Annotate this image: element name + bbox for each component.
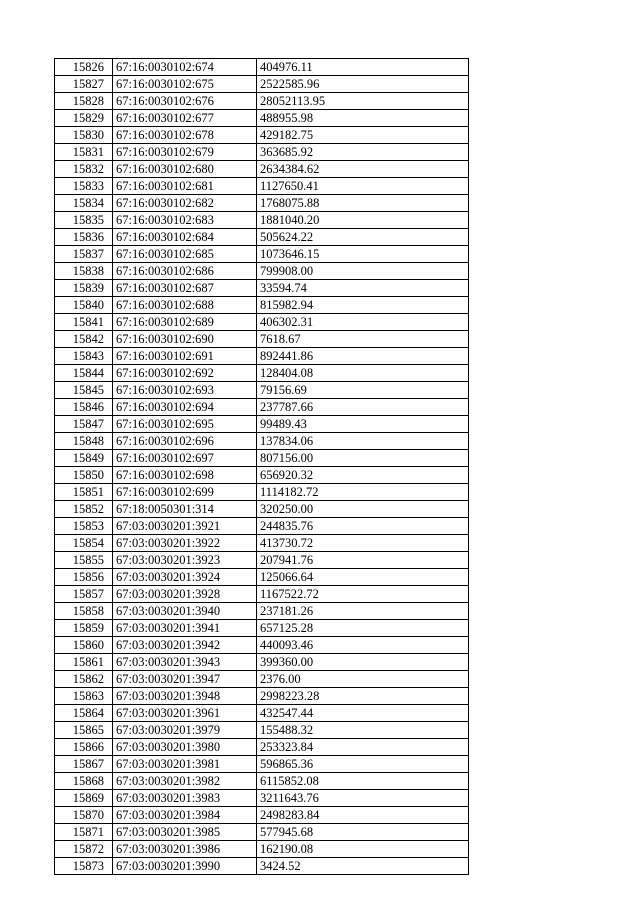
table-row: [55, 331, 469, 348]
table-row: [55, 365, 469, 382]
table-row: [55, 603, 469, 620]
cadastral-number-cell: 67:03:0030201:3942: [113, 637, 257, 654]
row-number-cell: 15856: [55, 569, 113, 586]
table-row: [55, 569, 469, 586]
table-row: [55, 246, 469, 263]
row-number-cell: 15859: [55, 620, 113, 637]
table-row: [55, 178, 469, 195]
table-row: [55, 807, 469, 824]
cadastral-number-cell: 67:16:0030102:679: [113, 144, 257, 161]
cadastral-number-cell: 67:16:0030102:678: [113, 127, 257, 144]
cadastral-number-cell: 67:03:0030201:3947: [113, 671, 257, 688]
table-row: [55, 739, 469, 756]
amount-cell: 1127650.41: [257, 178, 469, 195]
table-row: [55, 637, 469, 654]
table-row: [55, 654, 469, 671]
row-number-cell: 15837: [55, 246, 113, 263]
table-row: [55, 773, 469, 790]
amount-cell: 33594.74: [257, 280, 469, 297]
cadastral-number-cell: 67:03:0030201:3984: [113, 807, 257, 824]
row-number-cell: 15838: [55, 263, 113, 280]
table-row: [55, 433, 469, 450]
table-row: [55, 212, 469, 229]
table-row: [55, 297, 469, 314]
table-row: [55, 93, 469, 110]
table-row: [55, 161, 469, 178]
cadastral-number-cell: 67:03:0030201:3983: [113, 790, 257, 807]
amount-cell: 815982.94: [257, 297, 469, 314]
amount-cell: 404976.11: [257, 59, 469, 76]
amount-cell: 596865.36: [257, 756, 469, 773]
table-row: [55, 144, 469, 161]
table-row: [55, 688, 469, 705]
table-row: [55, 382, 469, 399]
amount-cell: 28052113.95: [257, 93, 469, 110]
cadastral-number-cell: 67:03:0030201:3928: [113, 586, 257, 603]
row-number-cell: 15873: [55, 858, 113, 875]
row-number-cell: 15833: [55, 178, 113, 195]
cadastral-number-cell: 67:16:0030102:687: [113, 280, 257, 297]
row-number-cell: 15847: [55, 416, 113, 433]
cadastral-number-cell: 67:16:0030102:684: [113, 229, 257, 246]
amount-cell: 3211643.76: [257, 790, 469, 807]
table-row: [55, 416, 469, 433]
table-row: [55, 76, 469, 93]
table-row: [55, 705, 469, 722]
row-number-cell: 15829: [55, 110, 113, 127]
cadastral-number-cell: 67:16:0030102:681: [113, 178, 257, 195]
amount-cell: 237787.66: [257, 399, 469, 416]
cadastral-number-cell: 67:16:0030102:698: [113, 467, 257, 484]
amount-cell: 125066.64: [257, 569, 469, 586]
row-number-cell: 15851: [55, 484, 113, 501]
amount-cell: 1768075.88: [257, 195, 469, 212]
row-number-cell: 15834: [55, 195, 113, 212]
row-number-cell: 15870: [55, 807, 113, 824]
amount-cell: 244835.76: [257, 518, 469, 535]
amount-cell: 2498283.84: [257, 807, 469, 824]
row-number-cell: 15846: [55, 399, 113, 416]
amount-cell: 363685.92: [257, 144, 469, 161]
amount-cell: 406302.31: [257, 314, 469, 331]
amount-cell: 413730.72: [257, 535, 469, 552]
cadastral-number-cell: 67:03:0030201:3941: [113, 620, 257, 637]
cadastral-number-cell: 67:16:0030102:692: [113, 365, 257, 382]
amount-cell: 207941.76: [257, 552, 469, 569]
row-number-cell: 15836: [55, 229, 113, 246]
cadastral-number-cell: 67:16:0030102:674: [113, 59, 257, 76]
row-number-cell: 15850: [55, 467, 113, 484]
table-row: [55, 586, 469, 603]
cadastral-number-cell: 67:16:0030102:690: [113, 331, 257, 348]
cadastral-number-cell: 67:16:0030102:677: [113, 110, 257, 127]
amount-cell: 253323.84: [257, 739, 469, 756]
table-row: [55, 790, 469, 807]
row-number-cell: 15828: [55, 93, 113, 110]
cadastral-number-cell: 67:03:0030201:3979: [113, 722, 257, 739]
cadastral-number-cell: 67:16:0030102:693: [113, 382, 257, 399]
row-number-cell: 15858: [55, 603, 113, 620]
amount-cell: 3424.52: [257, 858, 469, 875]
amount-cell: 2634384.62: [257, 161, 469, 178]
row-number-cell: 15842: [55, 331, 113, 348]
cadastral-number-cell: 67:16:0030102:697: [113, 450, 257, 467]
table-row: [55, 348, 469, 365]
amount-cell: 1167522.72: [257, 586, 469, 603]
table-row: [55, 229, 469, 246]
cadastral-number-cell: 67:03:0030201:3940: [113, 603, 257, 620]
table-row: [55, 467, 469, 484]
amount-cell: 429182.75: [257, 127, 469, 144]
cadastral-number-cell: 67:03:0030201:3985: [113, 824, 257, 841]
row-number-cell: 15840: [55, 297, 113, 314]
amount-cell: 137834.06: [257, 433, 469, 450]
amount-cell: 1881040.20: [257, 212, 469, 229]
row-number-cell: 15862: [55, 671, 113, 688]
row-number-cell: 15835: [55, 212, 113, 229]
table-row: [55, 620, 469, 637]
table-row: [55, 722, 469, 739]
cadastral-number-cell: 67:03:0030201:3924: [113, 569, 257, 586]
cadastral-number-cell: 67:03:0030201:3986: [113, 841, 257, 858]
row-number-cell: 15861: [55, 654, 113, 671]
table-row: [55, 110, 469, 127]
row-number-cell: 15868: [55, 773, 113, 790]
row-number-cell: 15843: [55, 348, 113, 365]
amount-cell: 807156.00: [257, 450, 469, 467]
cadastral-number-cell: 67:03:0030201:3980: [113, 739, 257, 756]
cadastral-number-cell: 67:16:0030102:683: [113, 212, 257, 229]
cadastral-number-cell: 67:18:0050301:314: [113, 501, 257, 518]
amount-cell: 399360.00: [257, 654, 469, 671]
table-row: [55, 824, 469, 841]
row-number-cell: 15855: [55, 552, 113, 569]
amount-cell: 799908.00: [257, 263, 469, 280]
table-row: [55, 756, 469, 773]
table-body: [55, 59, 469, 875]
amount-cell: 656920.32: [257, 467, 469, 484]
row-number-cell: 15864: [55, 705, 113, 722]
table-row: [55, 484, 469, 501]
table-row: [55, 518, 469, 535]
cadastral-number-cell: 67:16:0030102:682: [113, 195, 257, 212]
row-number-cell: 15871: [55, 824, 113, 841]
cadastral-number-cell: 67:03:0030201:3948: [113, 688, 257, 705]
cadastral-number-cell: 67:16:0030102:680: [113, 161, 257, 178]
amount-cell: 162190.08: [257, 841, 469, 858]
amount-cell: 1114182.72: [257, 484, 469, 501]
cadastral-number-cell: 67:16:0030102:675: [113, 76, 257, 93]
cadastral-number-cell: 67:16:0030102:688: [113, 297, 257, 314]
amount-cell: 440093.46: [257, 637, 469, 654]
row-number-cell: 15863: [55, 688, 113, 705]
row-number-cell: 15853: [55, 518, 113, 535]
row-number-cell: 15844: [55, 365, 113, 382]
cadastral-number-cell: 67:16:0030102:695: [113, 416, 257, 433]
table-row: [55, 671, 469, 688]
cadastral-number-cell: 67:16:0030102:676: [113, 93, 257, 110]
amount-cell: 488955.98: [257, 110, 469, 127]
table-row: [55, 314, 469, 331]
amount-cell: 128404.08: [257, 365, 469, 382]
row-number-cell: 15841: [55, 314, 113, 331]
cadastral-number-cell: 67:16:0030102:685: [113, 246, 257, 263]
table-row: [55, 263, 469, 280]
row-number-cell: 15860: [55, 637, 113, 654]
amount-cell: 6115852.08: [257, 773, 469, 790]
cadastral-number-cell: 67:16:0030102:686: [113, 263, 257, 280]
cadastral-number-cell: 67:16:0030102:696: [113, 433, 257, 450]
row-number-cell: 15832: [55, 161, 113, 178]
row-number-cell: 15872: [55, 841, 113, 858]
cadastral-number-cell: 67:03:0030201:3922: [113, 535, 257, 552]
amount-cell: 2522585.96: [257, 76, 469, 93]
amount-cell: 2998223.28: [257, 688, 469, 705]
cadastral-number-cell: 67:16:0030102:689: [113, 314, 257, 331]
cadastral-number-cell: 67:16:0030102:699: [113, 484, 257, 501]
table-row: [55, 450, 469, 467]
cadastral-number-cell: 67:03:0030201:3981: [113, 756, 257, 773]
cadastral-number-cell: 67:16:0030102:691: [113, 348, 257, 365]
row-number-cell: 15831: [55, 144, 113, 161]
amount-cell: 892441.86: [257, 348, 469, 365]
row-number-cell: 15830: [55, 127, 113, 144]
amount-cell: 7618.67: [257, 331, 469, 348]
row-number-cell: 15857: [55, 586, 113, 603]
table-row: [55, 59, 469, 76]
row-number-cell: 15826: [55, 59, 113, 76]
amount-cell: 505624.22: [257, 229, 469, 246]
row-number-cell: 15866: [55, 739, 113, 756]
cadastral-number-cell: 67:03:0030201:3921: [113, 518, 257, 535]
amount-cell: 1073646.15: [257, 246, 469, 263]
cadastral-number-cell: 67:03:0030201:3943: [113, 654, 257, 671]
table-row: [55, 195, 469, 212]
table-row: [55, 280, 469, 297]
table-row: [55, 535, 469, 552]
amount-cell: 155488.32: [257, 722, 469, 739]
amount-cell: 577945.68: [257, 824, 469, 841]
cadastral-number-cell: 67:16:0030102:694: [113, 399, 257, 416]
row-number-cell: 15854: [55, 535, 113, 552]
row-number-cell: 15849: [55, 450, 113, 467]
row-number-cell: 15869: [55, 790, 113, 807]
row-number-cell: 15845: [55, 382, 113, 399]
data-table: [54, 58, 469, 875]
cadastral-number-cell: 67:03:0030201:3990: [113, 858, 257, 875]
amount-cell: 99489.43: [257, 416, 469, 433]
table-row: [55, 127, 469, 144]
amount-cell: 2376.00: [257, 671, 469, 688]
amount-cell: 657125.28: [257, 620, 469, 637]
amount-cell: 237181.26: [257, 603, 469, 620]
amount-cell: 320250.00: [257, 501, 469, 518]
row-number-cell: 15827: [55, 76, 113, 93]
table-row: [55, 858, 469, 875]
cadastral-number-cell: 67:03:0030201:3982: [113, 773, 257, 790]
table-row: [55, 552, 469, 569]
row-number-cell: 15852: [55, 501, 113, 518]
table-row: [55, 399, 469, 416]
amount-cell: 432547.44: [257, 705, 469, 722]
row-number-cell: 15865: [55, 722, 113, 739]
row-number-cell: 15839: [55, 280, 113, 297]
row-number-cell: 15867: [55, 756, 113, 773]
cadastral-number-cell: 67:03:0030201:3961: [113, 705, 257, 722]
table-row: [55, 501, 469, 518]
amount-cell: 79156.69: [257, 382, 469, 399]
row-number-cell: 15848: [55, 433, 113, 450]
table-row: [55, 841, 469, 858]
cadastral-number-cell: 67:03:0030201:3923: [113, 552, 257, 569]
